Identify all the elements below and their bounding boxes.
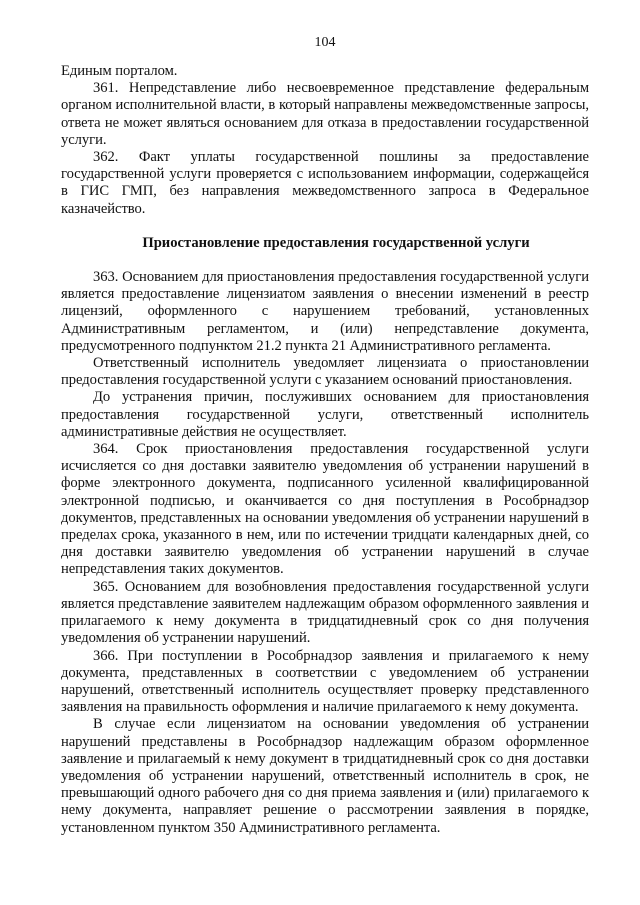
paragraph-363-notice: Ответственный исполнитель уведомляет лицензиата о приостановлении предоставления государственной услуги с указанием оснований приостановления. (61, 355, 589, 389)
paragraph-366-case: В случае если лицензиатом на основании уведомления об устранении нарушений представлены в Рособрнадзор надлежащим образом оформленное заявление и прилагаемый к нему документ в тридцатидневный срок со дня доставки уведомления об устранении нарушений, ответственный исполнитель в срок, не превышающий одного рабочего дня со дня приема заявления и (или) прилагаемого к нему документа, направляет решение о рассмотрении заявления в порядке, установленном пунктом 350 Административного регламента. (61, 716, 589, 836)
page-number: 104 (314, 35, 336, 50)
paragraph-361: 361. Непредставление либо несвоевременное представление федеральным органом исполнительной власти, в который направлены межведомственные запросы, ответа не может являться основанием для отказа в предоставлении государственной услуги. (61, 80, 589, 148)
paragraph-363-actions: До устранения причин, послуживших основанием для приостановления предоставления государственной услуги, ответственный исполнитель административные действия не осуществляет. (61, 389, 589, 440)
paragraph-364: 364. Срок приостановления предоставления государственной услуги исчисляется со дня доставки заявителю уведомления об устранении нарушений в форме электронного документа, подписанного усиленной квалифицированной электронной подписью, и оканчивается со дня поступления в Рособрнадзор документов, представленных на основании уведомления об устранении нарушений в пределах срока, указанного в нем, или по истечении тридцати календарных дней, со дня доставки заявителю уведомления об устранении нарушений в случае непредставления таких документов. (61, 441, 589, 578)
paragraph-363: 363. Основанием для приостановления предоставления государственной услуги является предоставление лицензиатом заявления о внесении изменений в реестр лицензий, оформленного с нарушением требований, установленных Административным регламентом, и (или) непредставление документа, предусмотренного подпунктом 21.2 пункта 21 Административного регламента. (61, 269, 589, 354)
paragraph-366: 366. При поступлении в Рособрнадзор заявления и прилагаемого к нему документа, представленных в соответствии с уведомлением об устранении нарушений, ответственный исполнитель осуществляет проверку представленного заявления на правильность оформления и наличие прилагаемого к нему документа. (61, 647, 589, 716)
section-heading: Приостановление предоставления государственной услуги (142, 234, 530, 251)
paragraph-365: 365. Основанием для возобновления предоставления государственной услуги является представление заявителем надлежащим образом оформленного заявления и прилагаемого к нему документа в тридцатидневный срок со дня получения уведомления об устранении нарушений. (61, 578, 589, 647)
paragraph-362: 362. Факт уплаты государственной пошлины за предоставление государственной услуги проверяется с использованием информации, содержащейся в ГИС ГМП, без направления межведомственного запроса в Федеральное казначейство. (61, 149, 589, 217)
paragraph-continuation: Единым порталом. (61, 63, 178, 79)
